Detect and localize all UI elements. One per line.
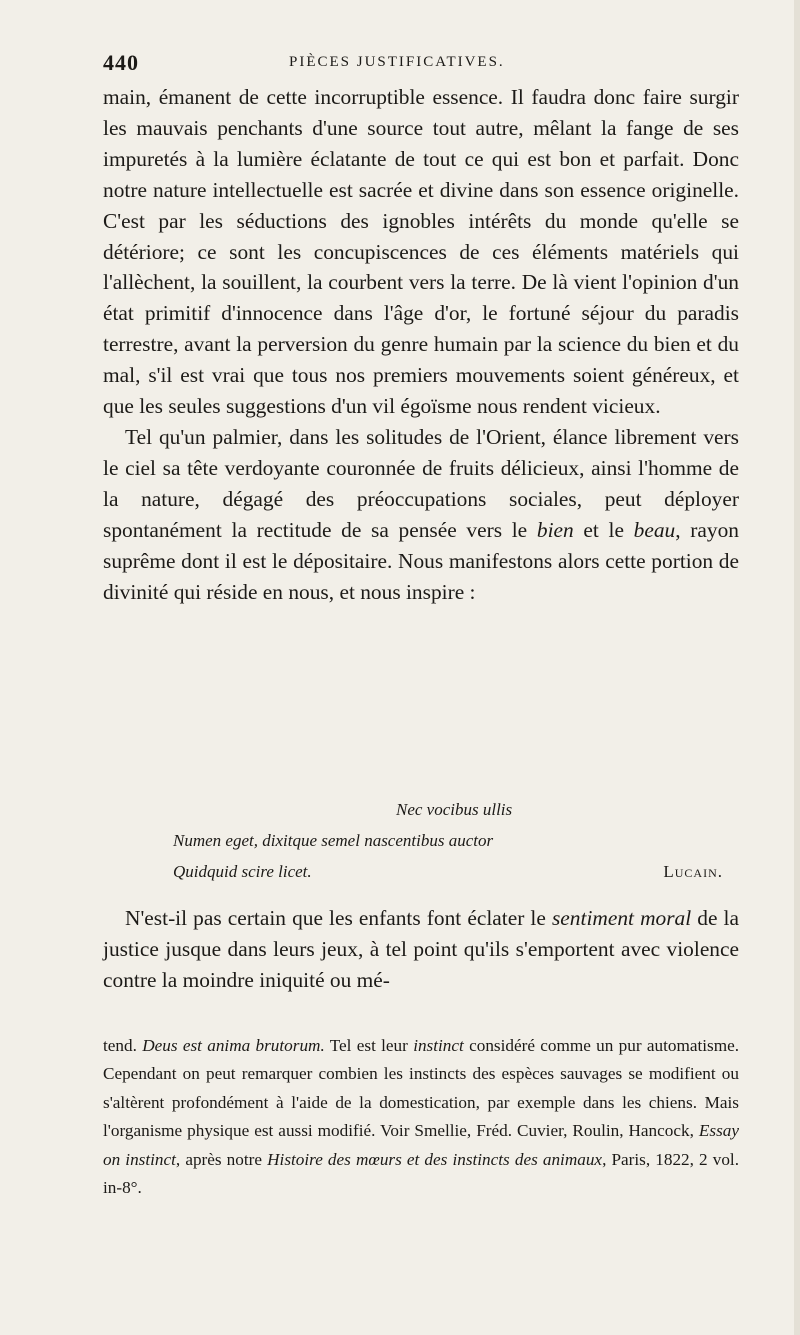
footnote-emphasis-3: Essay on instinct	[103, 1121, 739, 1169]
paragraph-3-emphasis: sentiment moral	[551, 906, 692, 930]
page-number: 440	[103, 50, 139, 75]
footnote-text-a: tend.	[103, 1036, 143, 1055]
paragraph-3-text-a: N'est-il pas certain que les enfants font éclater le	[125, 906, 552, 930]
footnote-text-e: , Paris, 1822, 2 vol. in-8°.	[103, 1149, 739, 1198]
paragraph-3-text-b: de la justice jusque dans leurs jeux, à tel point qu'ils s'emportent avec violence contre la moindre iniquité ou mé-	[103, 906, 739, 992]
page-header	[103, 50, 739, 76]
running-head: PIÈCES JUSTIFICATIVES.	[289, 54, 505, 70]
footnote-text-b: Tel est leur	[324, 1036, 414, 1055]
quote-line-3: Quidquid scire licet.	[173, 862, 312, 881]
paragraph-2-text-a: Tel qu'un palmier, dans les solitudes de l'Orient, élance librement vers le ciel sa tête verdoyante couronnée de fruits délicieux, ainsi l'homme de la nature, dégagé des préoccupations sociales, peut déployer spontanément la rectitude de sa pensée vers le	[103, 424, 739, 542]
paragraph-3	[103, 903, 739, 996]
paragraph-2	[103, 422, 739, 607]
quote-line-1: Nec vocibus ullis	[396, 800, 513, 819]
footnote	[103, 1032, 739, 1202]
footnote-text-d: , après notre	[175, 1149, 268, 1169]
paragraph-2-emphasis-bien: bien	[536, 517, 574, 542]
footnote-emphasis-1: Deus est anima brutorum.	[142, 1036, 325, 1055]
quote-author: Lucain.	[663, 862, 723, 881]
paragraph-2-emphasis-beau: beau	[633, 517, 676, 542]
paragraph-2-text-c: , rayon suprême dont il est le dépositaire. Nous manifestons alors cette portion de divinité qui réside en nous, et nous inspire :	[103, 517, 739, 604]
footnote-text-c: considéré comme un pur automatisme. Cependant on peut remarquer combien les instincts des espèces sauvages se modifient ou s'altèrent profondément à l'aide de la domestication, par exemple dans les chiens. Mais l'organisme physique est aussi modifié. Voir Smellie, Fréd. Cuvier, Roulin, Hancock,	[103, 1036, 739, 1141]
footnote-emphasis-2: instinct	[413, 1036, 464, 1055]
main-text	[103, 82, 739, 607]
footnote-emphasis-4: Histoire des mœurs et des instincts des animaux	[267, 1149, 603, 1169]
footnote-text	[103, 1032, 739, 1202]
quote-line-2: Numen eget, dixitque semel nascentibus auctor	[173, 831, 494, 850]
paragraph-1: main, émanent de cette incorruptible essence. Il faudra donc faire surgir les mauvais penchants d'une source tout autre, mêlant la fange de ses impuretés à la lumière éclatante de tout ce qui est bon et parfait. Donc notre nature intellectuelle est sacrée et divine dans son essence originelle. C'est par les séductions des ignobles intérêts du monde qu'elle se détériore; ce sont les concupiscences de ces éléments matériels qui l'allèchent, la souillent, la courbent vers la terre. De là vient l'opinion d'un état primitif d'innocence dans l'âge d'or, le fortuné séjour du paradis terrestre, avant la perversion du genre humain par la science du bien et du mal, s'il est vrai que tous nos premiers mouvements soient généreux, et que les seules suggestions d'un vil égoïsme nous rendent vicieux.	[103, 85, 739, 419]
paragraph-2-text-b: et le	[573, 517, 634, 542]
main-text-continued	[103, 903, 739, 996]
